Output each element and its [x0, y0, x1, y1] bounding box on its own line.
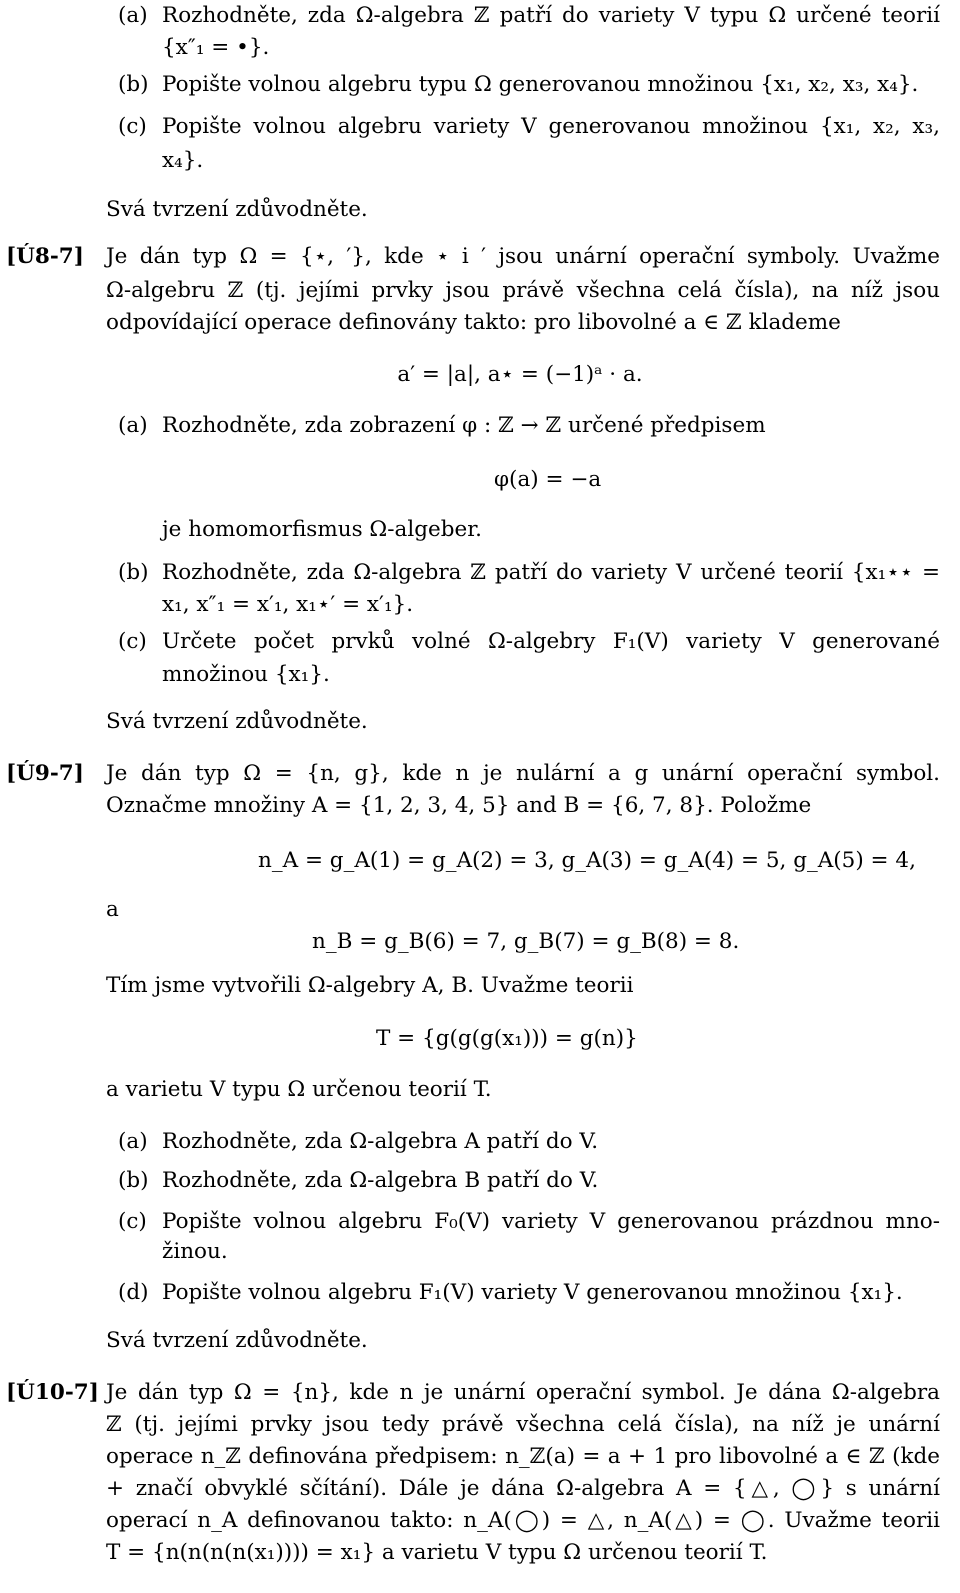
problem-10-tag: [Ú10-7]	[6, 1380, 99, 1405]
p9-c-line1: Popište volnou algebru F₀(V) variety V generovanou prázdnou mno-	[162, 1209, 940, 1234]
item-a-label: (a)	[118, 1129, 148, 1154]
p8-equation-2: φ(a) = −a	[494, 467, 602, 492]
p10-line4: + značí obvyklé sčítání). Dále je dána Ω-algebra A = {△, ◯} s unární	[106, 1476, 940, 1501]
item-b-label: (b)	[118, 1168, 149, 1193]
p7-c-line2: x₄}.	[162, 148, 204, 173]
p8-a-line2: je homomorfismus Ω-algeber.	[162, 517, 482, 542]
p8-line3: odpovídající operace definovány takto: pro libovolné a ∈ ℤ klademe	[106, 310, 841, 335]
p7-b-line1: Popište volnou algebru typu Ω generovanou množinou {x₁, x₂, x₃, x₄}.	[162, 72, 919, 97]
p9-equation-3: T = {g(g(g(x₁))) = g(n)}	[376, 1026, 638, 1051]
p7-justify: Svá tvrzení zdůvodněte.	[106, 197, 368, 222]
p9-justify: Svá tvrzení zdůvodněte.	[106, 1328, 368, 1353]
item-a-label: (a)	[118, 3, 148, 28]
p9-equation-2: n_B = g_B(6) = 7, g_B(7) = g_B(8) = 8.	[312, 929, 740, 954]
problem-8-tag: [Ú8-7]	[6, 244, 84, 269]
item-b-label: (b)	[118, 72, 149, 97]
p9-and-word: a	[106, 897, 119, 922]
p9-equation-1: n_A = g_A(1) = g_A(2) = 3, g_A(3) = g_A(4) = 5, g_A(5) = 4,	[258, 848, 916, 873]
p8-a-line1: Rozhodněte, zda zobrazení φ : ℤ → ℤ určené předpisem	[162, 413, 766, 438]
p8-equation-1: a′ = |a|, a⋆ = (−1)ᵃ · a.	[397, 362, 643, 387]
p9-line3: Tím jsme vytvořili Ω-algebry A, B. Uvažme teorii	[106, 973, 634, 998]
p9-b-line1: Rozhodněte, zda Ω-algebra B patří do V.	[162, 1168, 599, 1193]
p9-line4: a varietu V typu Ω určenou teorií T.	[106, 1077, 492, 1102]
item-c-label: (c)	[118, 114, 147, 139]
p7-a-line2: {x″₁ = •}.	[162, 35, 270, 60]
item-b-label: (b)	[118, 560, 149, 585]
p9-c-line2: žinou.	[162, 1239, 228, 1264]
item-c-label: (c)	[118, 1209, 147, 1234]
problem-9-tag: [Ú9-7]	[6, 761, 84, 786]
p10-line3: operace n_ℤ definována předpisem: n_ℤ(a) = a + 1 pro libovolné a ∈ ℤ (kde	[106, 1444, 940, 1469]
p9-line1: Je dán typ Ω = {n, g}, kde n je nulární a g unární operační symbol.	[106, 761, 940, 786]
p8-line1: Je dán typ Ω = {⋆, ′}, kde ⋆ i ′ jsou unární operační symboly. Uvažme	[106, 244, 940, 269]
item-c-label: (c)	[118, 629, 147, 654]
p9-a-line1: Rozhodněte, zda Ω-algebra A patří do V.	[162, 1129, 599, 1154]
p9-d-line1: Popište volnou algebru F₁(V) variety V generovanou množinou {x₁}.	[162, 1280, 903, 1305]
item-a-label: (a)	[118, 413, 148, 438]
p8-b-line1: Rozhodněte, zda Ω-algebra ℤ patří do variety V určené teorií {x₁⋆⋆ =	[162, 560, 940, 585]
p8-justify: Svá tvrzení zdůvodněte.	[106, 709, 368, 734]
p8-c-line2: množinou {x₁}.	[162, 662, 330, 687]
p10-line6: T = {n(n(n(n(x₁)))) = x₁} a varietu V typu Ω určenou teorií T.	[106, 1540, 768, 1565]
p10-line2: ℤ (tj. jejími prvky jsou tedy právě všechna celá čísla), na níž je unární	[106, 1412, 940, 1437]
item-d-label: (d)	[118, 1280, 149, 1305]
p9-line2: Označme množiny A = {1, 2, 3, 4, 5} and B = {6, 7, 8}. Položme	[106, 793, 812, 818]
p10-line1: Je dán typ Ω = {n}, kde n je unární operační symbol. Je dána Ω-algebra	[106, 1380, 940, 1405]
p8-line2: Ω-algebru ℤ (tj. jejími prvky jsou právě všechna celá čísla), na níž jsou	[106, 278, 940, 303]
p7-c-line1: Popište volnou algebru variety V generovanou množinou {x₁, x₂, x₃,	[162, 114, 940, 139]
p7-a-line1: Rozhodněte, zda Ω-algebra ℤ patří do variety V typu Ω určené teorií	[162, 3, 940, 28]
p8-c-line1: Určete počet prvků volné Ω-algebry F₁(V) variety V generované	[162, 629, 940, 654]
p8-b-line2: x₁, x″₁ = x′₁, x₁⋆′ = x′₁}.	[162, 592, 414, 617]
p10-line5: operací n_A definovanou takto: n_A(◯) = △, n_A(△) = ◯. Uvažme teorii	[106, 1508, 940, 1533]
